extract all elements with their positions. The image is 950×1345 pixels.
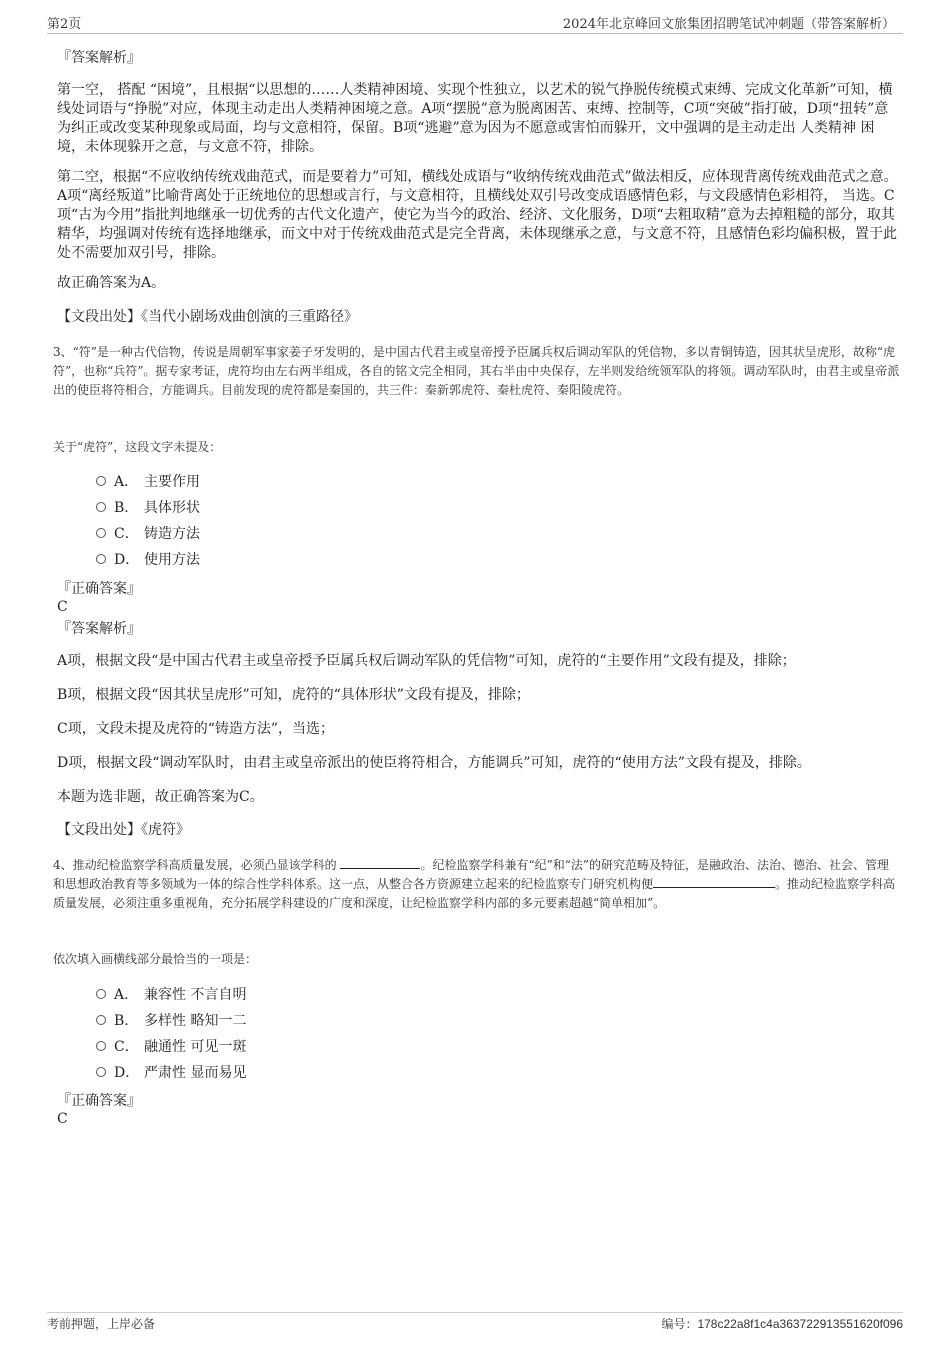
radio-icon[interactable] [96, 502, 106, 512]
page-footer [47, 1312, 903, 1333]
q3-conclusion: 本题为选非题，故正确答案为C。 [57, 789, 264, 805]
q3-analysis-title: 『答案解析』 [57, 621, 141, 637]
option-text: 融通性 可见一斑 [144, 1039, 247, 1055]
q3-option-d[interactable]: D． 使用方法 [96, 551, 200, 569]
q3-answer-title: 『正确答案』 [57, 581, 141, 597]
option-text: 具体形状 [144, 500, 200, 516]
page-number: 第2页 [47, 17, 82, 32]
q3-option-b[interactable]: B. 具体形状 [96, 499, 200, 517]
radio-icon[interactable] [96, 554, 106, 564]
q3-stem: 3、“符”是一种古代信物，传说是周朝军事家姜子牙发明的，是中国古代君主或皇帝授予臣属兵权后调动军队的凭信物，多以青铜铸造，因其状呈虎形，故称“虎符”，也称“兵符”。据专家考证，虎符均由左右两半组成，各自的铭文完全相同，其右半由中央保存，左半则发给统领军队的将领。调动军队时，由君主或皇帝派出的使臣将符相合，方能调兵。目前发现的虎符都是秦国的，共三件：秦新郭虎符、秦杜虎符、秦阳陵虎符。 [53, 345, 900, 397]
fill-blank-1 [340, 856, 420, 869]
radio-icon[interactable] [96, 989, 106, 999]
radio-icon[interactable] [96, 1015, 106, 1025]
radio-icon[interactable] [96, 476, 106, 486]
q2-analysis-para2: 第二空，根据“不应收纳传统戏曲范式，而是要着力”可知，横线处成语与“收纳传统戏曲范式”做法相反，应体现背离传统戏曲范式之意。A项“离经叛道”比喻背离处于正统地位的思想或言行，与文意相符，且横线处双引号改变成语感情色彩，与文段感情色彩相符， 当选。C项“古为今用”指批判地继承一切优秀的古代文化遗产，使它为当今的政治、经济、文化服务，D项“去粗取精”意为去掉粗糙的部分，取其精华，均强调对传统有选择地继承，而文中对于传统戏曲范式是完全背离，未体现继承之意，与文意不符，且感情色彩均偏积极，置于此处不需要加双引号，排除。 [57, 169, 898, 261]
option-text: 主要作用 [144, 474, 200, 490]
q3-analysis-a: A项，根据文段“是中国古代君主或皇帝授予臣属兵权后调动军队的凭信物”可知，虎符的“主要作用”文段有提及，排除； [57, 653, 796, 669]
q3-question: 关于“虎符”，这段文字未提及： [53, 440, 222, 454]
document-title: 2024年北京峰回文旅集团招聘笔试冲刺题（带答案解析） [562, 17, 895, 32]
q3-option-c[interactable]: C． 铸造方法 [96, 525, 200, 543]
q4-option-b[interactable]: B. 多样性 略知一二 [96, 1012, 246, 1030]
q3-analysis-c: C项，文段未提及虎符的“铸造方法”，当选； [57, 721, 335, 737]
footer-slogan: 考前押题，上岸必备 [47, 1317, 156, 1331]
q3-analysis-d: D项，根据文段“调动军队时，由君主或皇帝派出的使臣将符相合，方能调兵”可知，虎符的“使用方法”文段有提及，排除。 [57, 755, 811, 771]
q4-option-d[interactable]: D． 严肃性 显而易见 [96, 1064, 246, 1082]
document-code: 编号：178c22a8f1c4a363722913551620f096 [661, 1317, 903, 1331]
q2-conclusion: 故正确答案为A。 [57, 275, 166, 291]
radio-icon[interactable] [96, 528, 106, 538]
q4-option-a[interactable]: A． 兼容性 不言自明 [96, 986, 246, 1004]
option-text: 多样性 略知一二 [144, 1013, 247, 1029]
q2-analysis-para1: 第一空， 搭配 “困境”，且根据“以思想的……人类精神困境、实现个性独立，以艺术的锐气挣脱传统模式束缚、完成文化革新”可知，横线处词语与“挣脱”对应，体现主动走出人类精神困境之意。A项“摆脱”意为脱离困苦、束缚、控制等，C项“突破”指打破，D项“扭转”意为纠正或改变某种现象或局面，均与文意相符，保留。B项“逃避”意为因为不愿意或害怕而躲开，文中强调的是主动走出 人类精神 困境，未体现躲开之意，与文意不符，排除。 [57, 82, 893, 155]
radio-icon[interactable] [96, 1067, 106, 1077]
q4-answer-title: 『正确答案』 [57, 1093, 141, 1109]
page-header [47, 13, 903, 34]
q3-option-a[interactable]: A． 主要作用 [96, 473, 200, 491]
q4-question: 依次填入画横线部分最恰当的一项是： [53, 952, 258, 966]
fill-blank-2 [653, 875, 775, 888]
option-text: 铸造方法 [144, 526, 200, 542]
option-text: 使用方法 [144, 552, 200, 568]
q4-stem: 4、推动纪检监察学科高质量发展，必须凸显该学科的 。纪检监察学科兼有“纪”和“法”的研究范畴及特征，是融政治、法治、德治、社会、管理和思想政治教育等多领域为一体的综合性学科体系。这一点，从整合各方资源建立起来的纪检监察专门研究机构便 。推动纪检监察学科高质量发展，必须注重多重视角，充分拓展学科建设的广度和深度，让纪检监察学科内部的多元要素超越“简单相加”。 [53, 858, 896, 910]
q4-option-c[interactable]: C． 融通性 可见一斑 [96, 1038, 246, 1056]
q4-answer: C [57, 1111, 68, 1127]
radio-icon[interactable] [96, 1041, 106, 1051]
q2-analysis-title: 『答案解析』 [57, 50, 141, 66]
q2-source: 【文段出处】《当代小剧场戏曲创演的三重路径》 [57, 309, 358, 325]
q3-answer: C [57, 599, 68, 615]
q3-source: 【文段出处】《虎符》 [57, 822, 190, 838]
q3-analysis-b: B项，根据文段“因其状呈虎形”可知，虎符的“具体形状”文段有提及，排除； [57, 687, 530, 703]
option-text: 严肃性 显而易见 [144, 1065, 247, 1081]
option-text: 兼容性 不言自明 [144, 987, 247, 1003]
